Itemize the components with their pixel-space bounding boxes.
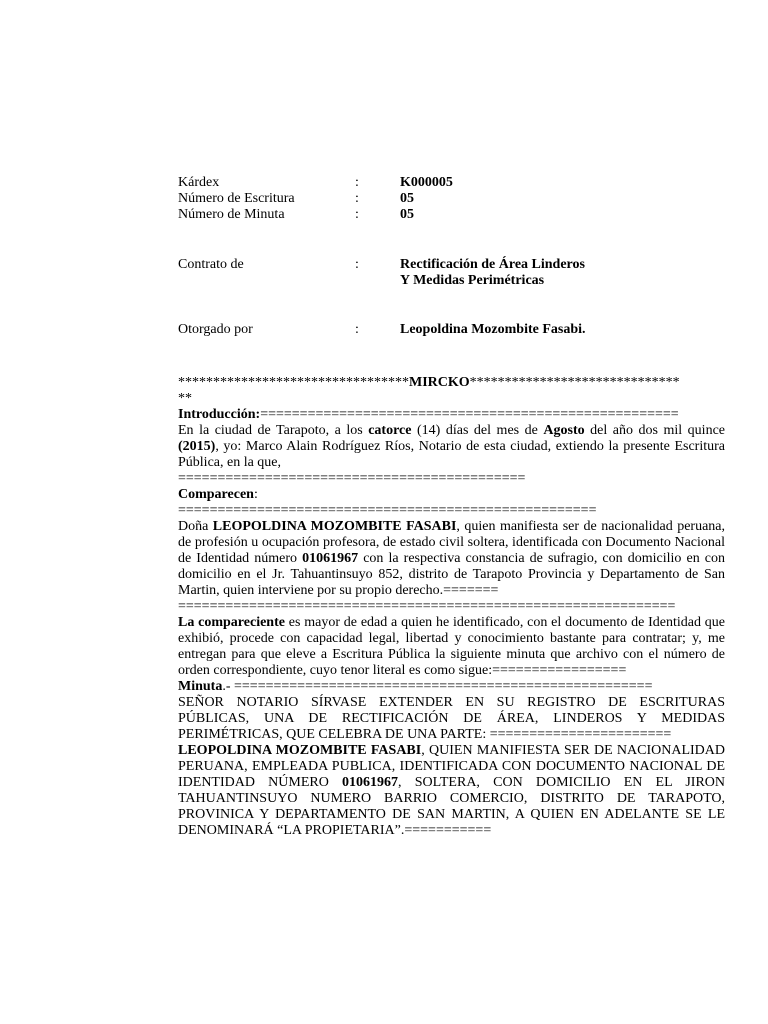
intro-heading: Introducción: — [178, 407, 261, 422]
minuta-bold-dni: 01061967 — [342, 775, 399, 790]
minuta-paragraph-1: SEÑOR NOTARIO SÍRVASE EXTENDER EN SU REGISTRO DE ESCRITURAS PÚBLICAS, UNA DE RECTIFICACIÓN DE ÁREA, LINDEROS Y MEDIDAS PERIMÉTRICAS, QUE CELEBRA DE UNA PARTE: ======================= — [178, 695, 725, 742]
escritura-value: 05 — [400, 191, 414, 206]
comparecen-colon: : — [253, 487, 258, 502]
otorgado-value: Leopoldina Mozombite Fasabi. — [400, 322, 586, 337]
escritura-colon: : — [355, 191, 359, 206]
compareciente-paragraph — [178, 615, 725, 679]
banner-line — [178, 375, 725, 391]
contrato-value-line1: Rectificación de Área Linderos — [400, 257, 585, 272]
minuta-sep: .- — [222, 679, 235, 694]
comparecen-fill-line-2: =============================================================== — [178, 599, 676, 614]
intro-fill-line: ============================================ — [178, 471, 526, 486]
intro-paragraph — [178, 423, 725, 471]
otorgado-label: Otorgado por — [178, 322, 253, 337]
contrato-block — [178, 257, 738, 289]
escritura-row — [178, 191, 738, 207]
kardex-label: Kárdex — [178, 175, 220, 190]
contrato-row — [178, 257, 738, 273]
minuta-number-value: 05 — [400, 207, 414, 222]
comparecen-bold-dni: 01061967 — [302, 551, 359, 566]
otorgado-row — [178, 322, 738, 338]
banner-stars-right: ****************************** — [469, 375, 680, 390]
contrato-label: Contrato de — [178, 257, 244, 272]
otorgado-colon: : — [355, 322, 359, 337]
comparecen-heading: Comparecen — [178, 487, 254, 502]
comparecen-paragraph — [178, 519, 725, 599]
comparecen-text-3: con la respectiva constancia de sufragio, con domicilio en con domicilio en el Jr. Tahuantinsuyo 852, distrito de Tarapoto Provincia y Departamento de San Martin, quien interviene por su propio derecho.======= — [178, 551, 725, 598]
intro-text-1: En la ciudad de Tarapoto, a los — [178, 423, 369, 438]
compareciente-text: es mayor de edad a quien he identificado, con el documento de Identidad que exhibió, procede con capacidad legal, libertad y conocimiento bastante para contratar; y, me entregan para que eleve a Escritura Pública la siguiente minuta que archivo con el número de orden correspondiente, cuyo tenor literal es como sigue:================= — [178, 615, 725, 678]
minuta-bold-name: LEOPOLDINA MOZOMBITE FASABI — [178, 743, 422, 758]
minuta-paragraph-2 — [178, 743, 725, 839]
comparecen-text-1: Doña — [178, 519, 213, 534]
comparecen-fill-line: ===================================================== — [178, 503, 597, 518]
intro-bold-day: catorce — [368, 423, 412, 438]
banner-tail: ** — [178, 391, 192, 406]
document-header — [178, 175, 738, 223]
minuta-number-row — [178, 207, 738, 223]
minuta-number-colon: : — [355, 207, 359, 222]
intro-text-4: , yo: Marco Alain Rodríguez Ríos, Notario de esta ciudad, extiendo la presente Escritura Pública, en la que, — [178, 439, 725, 470]
comparecen-bold-name: LEOPOLDINA MOZOMBITE FASABI — [212, 519, 457, 534]
intro-bold-year: (2015) — [178, 439, 216, 454]
intro-heading-fill: ===================================================== — [260, 407, 679, 422]
comparecen-text-2: , quien manifiesta ser de nacionalidad peruana, de profesión u ocupación profesora, de estado civil soltera, identificada con Documento Nacional de Identidad número — [178, 519, 725, 566]
minuta-heading-line — [178, 679, 725, 695]
intro-heading-line — [178, 407, 725, 423]
compareciente-bold: La compareciente — [178, 615, 285, 630]
minuta-text-2: , SOLTERA, CON DOMICILIO EN EL JIRON TAHUANTINSUYO NUMERO BARRIO COMERCIO, DISTRITO DE TARAPOTO, PROVINICA Y DEPARTAMENTO DE SAN MARTIN, A QUIEN EN ADELANTE SE LE DENOMINARÁ “LA PROPIETARIA”.=========== — [178, 775, 725, 838]
minuta-text-1: , QUIEN MANIFIESTA SER DE NACIONALIDAD PERUANA, EMPLEADA PUBLICA, IDENTIFICADA CON DOCUMENTO NACIONAL DE IDENTIDAD NÚMERO — [178, 743, 725, 790]
banner-stars-left: ********************************* — [178, 375, 409, 390]
intro-text-2: (14) días del mes de — [411, 423, 544, 438]
comparecen-heading-line — [178, 487, 725, 503]
kardex-colon: : — [355, 175, 359, 190]
otorgado-block — [178, 322, 738, 338]
kardex-row — [178, 175, 738, 191]
contrato-colon: : — [355, 257, 359, 272]
banner-name: MIRCKO — [409, 375, 470, 390]
escritura-label: Número de Escritura — [178, 191, 295, 206]
intro-bold-month: Agosto — [543, 423, 585, 438]
kardex-value: K000005 — [400, 175, 453, 190]
intro-text-3: del año dos mil quince — [584, 423, 725, 438]
contrato-value-line2: Y Medidas Perimétricas — [400, 273, 545, 288]
minuta-number-label: Número de Minuta — [178, 207, 285, 222]
minuta-heading: Minuta — [178, 679, 223, 694]
document-body — [178, 375, 725, 839]
contrato-row-2 — [178, 273, 738, 289]
minuta-fill: ===================================================== — [234, 679, 653, 694]
